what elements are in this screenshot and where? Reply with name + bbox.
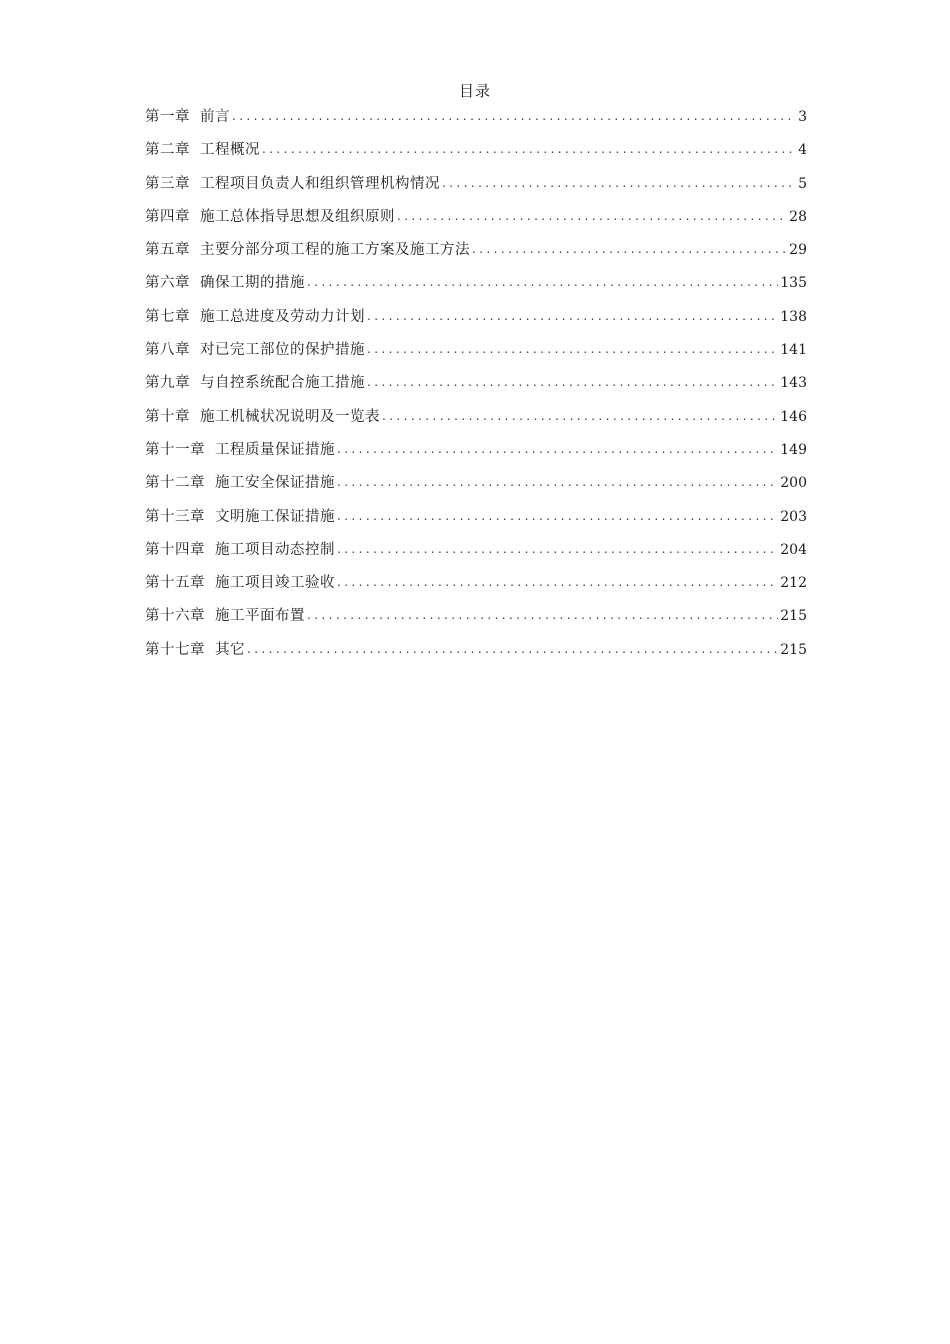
toc-entry[interactable] bbox=[145, 406, 807, 439]
toc-page-number: 143 bbox=[780, 375, 807, 392]
toc-chapter-heading: 工程项目负责人和组织管理机构情况 bbox=[200, 175, 440, 192]
toc-chapter-heading: 施工总体指导思想及组织原则 bbox=[200, 208, 395, 225]
toc-page-number: 4 bbox=[798, 142, 807, 159]
toc-page-number: 215 bbox=[780, 608, 807, 625]
toc-page-number: 212 bbox=[780, 575, 807, 592]
toc-chapter-number: 第六章 bbox=[145, 275, 190, 292]
toc-entry[interactable] bbox=[145, 539, 807, 572]
toc-page-number: 5 bbox=[798, 175, 807, 192]
toc-entry[interactable] bbox=[145, 139, 807, 172]
toc-chapter-heading: 确保工期的措施 bbox=[200, 275, 305, 292]
toc-page-number: 28 bbox=[789, 208, 807, 225]
toc-chapter-number: 第四章 bbox=[145, 208, 190, 225]
toc-chapter-number: 第五章 bbox=[145, 242, 190, 259]
toc-page-number: 149 bbox=[780, 441, 807, 458]
toc-chapter-heading: 主要分部分项工程的施工方案及施工方法 bbox=[200, 242, 470, 259]
toc-dot-leader bbox=[247, 639, 778, 660]
toc-chapter-number: 第十五章 bbox=[145, 575, 205, 592]
toc-page-number: 200 bbox=[780, 475, 807, 492]
toc-chapter-number: 第三章 bbox=[145, 175, 190, 192]
toc-entry[interactable] bbox=[145, 272, 807, 305]
toc-entry[interactable] bbox=[145, 339, 807, 372]
toc-chapter-heading: 施工项目动态控制 bbox=[215, 541, 335, 558]
toc-dot-leader bbox=[337, 539, 778, 560]
toc-dot-leader bbox=[337, 439, 778, 460]
toc-entry[interactable] bbox=[145, 372, 807, 405]
toc-chapter-number: 第十二章 bbox=[145, 475, 205, 492]
toc-chapter-number: 第十四章 bbox=[145, 541, 205, 558]
toc-dot-leader bbox=[307, 272, 778, 293]
toc-page-number: 29 bbox=[789, 242, 807, 259]
toc-entry[interactable] bbox=[145, 173, 807, 206]
toc-entry[interactable] bbox=[145, 506, 807, 539]
toc-chapter-heading: 与自控系统配合施工措施 bbox=[200, 375, 365, 392]
toc-entry[interactable] bbox=[145, 572, 807, 605]
toc-chapter-heading: 施工总进度及劳动力计划 bbox=[200, 308, 365, 325]
toc-chapter-number: 第九章 bbox=[145, 375, 190, 392]
toc-page-number: 204 bbox=[780, 541, 807, 558]
toc-page-number: 141 bbox=[780, 342, 807, 359]
toc-entry[interactable] bbox=[145, 239, 807, 272]
toc-entry[interactable] bbox=[145, 472, 807, 505]
toc-chapter-heading: 工程质量保证措施 bbox=[215, 441, 335, 458]
toc-dot-leader bbox=[442, 173, 796, 194]
toc-chapter-heading: 对已完工部位的保护措施 bbox=[200, 342, 365, 359]
toc-dot-leader bbox=[472, 239, 787, 260]
toc-chapter-number: 第一章 bbox=[145, 109, 190, 125]
toc-chapter-heading: 工程概况 bbox=[200, 142, 260, 159]
toc-chapter-heading: 施工项目竣工验收 bbox=[215, 575, 335, 592]
toc-entry[interactable] bbox=[145, 206, 807, 239]
toc-dot-leader bbox=[367, 339, 778, 360]
toc-dot-leader bbox=[262, 139, 796, 160]
toc-chapter-heading: 施工机械状况说明及一览表 bbox=[200, 408, 380, 425]
toc-dot-leader bbox=[397, 206, 787, 227]
toc-chapter-heading: 前言 bbox=[200, 109, 230, 125]
toc-chapter-number: 第十六章 bbox=[145, 608, 205, 625]
toc-chapter-number: 第七章 bbox=[145, 308, 190, 325]
toc-chapter-number: 第十七章 bbox=[145, 641, 205, 658]
toc-entry[interactable] bbox=[145, 639, 807, 672]
toc-dot-leader bbox=[307, 605, 778, 626]
toc-chapter-number: 第二章 bbox=[145, 142, 190, 159]
toc-dot-leader bbox=[367, 372, 778, 393]
toc-dot-leader bbox=[367, 306, 778, 327]
toc-chapter-heading: 文明施工保证措施 bbox=[215, 508, 335, 525]
toc-page-number: 135 bbox=[780, 275, 807, 292]
toc-chapter-number: 第八章 bbox=[145, 342, 190, 359]
toc-page-number: 203 bbox=[780, 508, 807, 525]
toc-entry[interactable] bbox=[145, 106, 807, 139]
toc-entry[interactable] bbox=[145, 439, 807, 472]
toc-entry[interactable] bbox=[145, 306, 807, 339]
toc-chapter-heading: 施工安全保证措施 bbox=[215, 475, 335, 492]
toc-page-number: 215 bbox=[780, 641, 807, 658]
toc-entry[interactable] bbox=[145, 605, 807, 638]
toc-chapter-heading: 其它 bbox=[215, 641, 245, 658]
toc-dot-leader bbox=[337, 506, 778, 527]
toc-chapter-number: 第十一章 bbox=[145, 441, 205, 458]
toc-dot-leader bbox=[232, 106, 796, 127]
toc-dot-leader bbox=[337, 472, 778, 493]
toc-list bbox=[145, 106, 807, 672]
toc-title: 目录 bbox=[458, 82, 491, 100]
toc-chapter-number: 第十章 bbox=[145, 408, 190, 425]
toc-page-number: 3 bbox=[798, 109, 807, 125]
toc-page-number: 146 bbox=[780, 408, 807, 425]
toc-dot-leader bbox=[337, 572, 778, 593]
toc-chapter-heading: 施工平面布置 bbox=[215, 608, 305, 625]
toc-chapter-number: 第十三章 bbox=[145, 508, 205, 525]
toc-dot-leader bbox=[382, 406, 778, 427]
toc-page-number: 138 bbox=[780, 308, 807, 325]
